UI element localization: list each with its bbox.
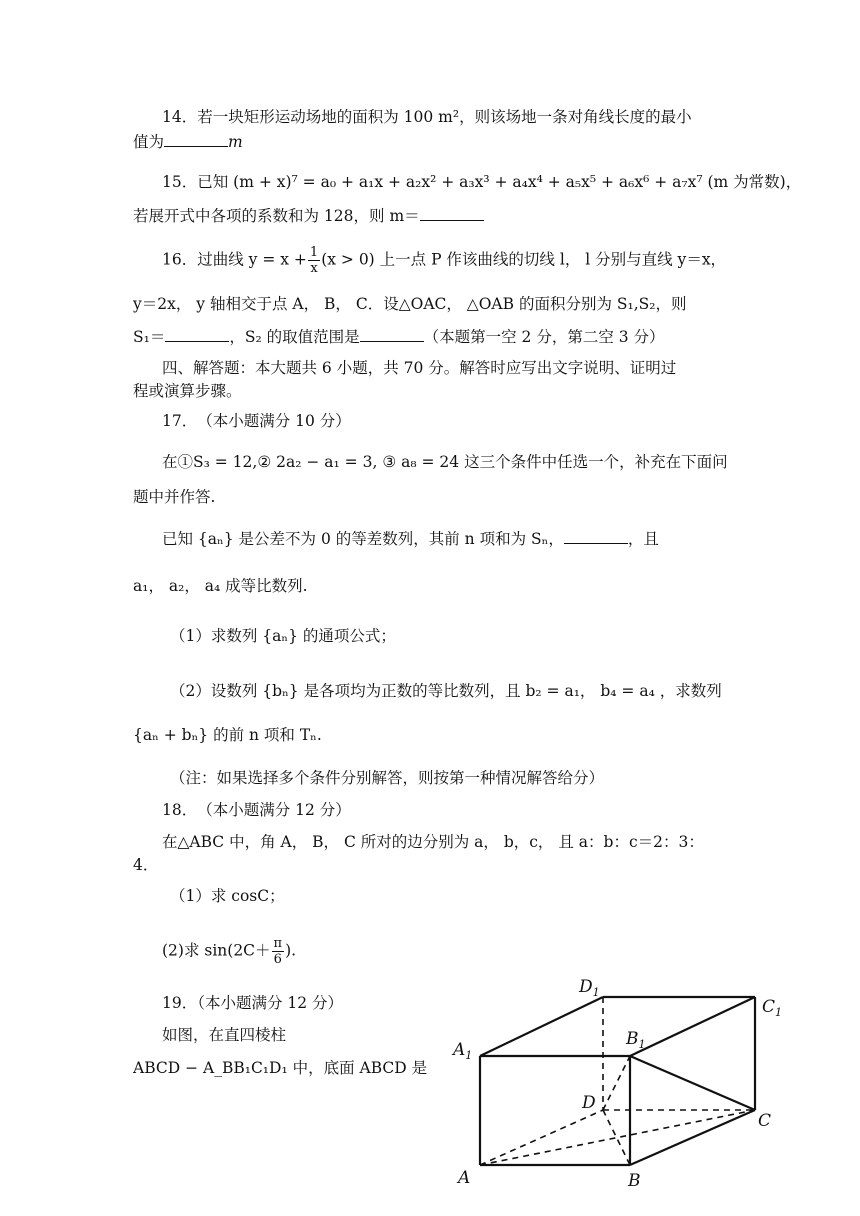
q15-answer-blank[interactable]	[420, 206, 484, 221]
q14-line1: 14．若一块矩形运动场地的面积为 100 m²，则该场地一条对角线长度的最小	[162, 108, 692, 126]
section4-line1: 四、解答题：本大题共 6 小题，共 70 分。解答时应写出文字说明、证明过	[162, 359, 677, 377]
q17-condition-blank[interactable]	[564, 529, 628, 544]
edge-ac	[480, 1110, 755, 1165]
q16-s2: ，S₂ 的取值范围是	[229, 328, 360, 346]
q19-line1: 如图，在直四棱柱	[162, 1026, 287, 1044]
q18-frac-num: π	[273, 936, 283, 951]
q16-blank-2[interactable]	[360, 327, 424, 342]
q18-header: 18． （本小题满分 12 分）	[162, 801, 351, 819]
q14-answer-blank[interactable]	[164, 132, 228, 147]
q18-part1: （1）求 cosC；	[170, 887, 285, 905]
q14-prefix: 值为	[133, 133, 165, 151]
q16-prefix: 16．过曲线 y = x +	[162, 250, 307, 269]
label-c: C	[758, 1111, 772, 1131]
q18-part2-suffix: ).	[285, 941, 297, 960]
edge-b1c	[630, 1056, 755, 1110]
q18-part2-prefix: (2)求 sin(2C＋	[162, 941, 271, 960]
q14-line2	[133, 131, 243, 153]
label-b: B	[628, 1171, 641, 1191]
q17-part2-line2: {aₙ + bₙ} 的前 n 项和 Tₙ.	[133, 726, 322, 744]
q14-unit: m	[228, 133, 243, 151]
q17-header: 17． （本小题满分 10 分）	[162, 412, 351, 430]
q17-cond-line1: 在①S₃ = 12,② 2a₂ − a₁ = 3, ③ a₈ = 24 这三个条件中任选一个，补充在下面问	[162, 453, 728, 471]
q18-part2	[162, 936, 296, 967]
q17-part2-line1: （2）设数列 {bₙ} 是各项均为正数的等比数列，且 b₂ = a₁， b₄ = a₄ ，求数列	[170, 682, 722, 700]
q16-line1	[162, 245, 726, 276]
q17-note: （注：如果选择多个条件分别解答，则按第一种情况解答给分）	[170, 769, 605, 787]
prism-figure	[450, 970, 790, 1195]
edge-bc	[630, 1110, 755, 1165]
q16-suffix: (x > 0) 上一点 P 作该曲线的切线 l， l 分别与直线 y＝x，	[321, 250, 727, 269]
label-a1: $A_1$	[453, 1040, 473, 1062]
q16-frac-den: x	[310, 261, 318, 276]
q18-line2: 4．	[133, 856, 159, 874]
edge-db1	[603, 1056, 630, 1110]
q17-given-line2: a₁， a₂， a₄ 成等比数列.	[133, 577, 308, 595]
q16-line3	[133, 326, 665, 348]
q16-s1: S₁＝	[133, 328, 166, 346]
label-d: D	[582, 1093, 596, 1113]
q15-line2	[133, 205, 484, 227]
q16-fraction	[308, 245, 320, 276]
label-a: A	[458, 1168, 471, 1188]
q17-cond-line2: 题中并作答.	[133, 488, 216, 506]
q18-fraction	[272, 936, 285, 967]
q15-prefix: 若展开式中各项的系数和为 128，则 m＝	[133, 207, 420, 225]
edge-a1d1	[480, 997, 603, 1056]
q17-given-prefix: 已知 {aₙ} 是公差不为 0 的等差数列，其前 n 项和为 Sₙ，	[162, 530, 564, 548]
q16-score: （本题第一空 2 分，第二空 3 分）	[423, 328, 665, 346]
q19-header: 19．（本小题满分 12 分）	[162, 994, 344, 1012]
q16-line2: y＝2x， y 轴相交于点 A， B， C．设△OAC， △OAB 的面积分别为 S₁,S₂，则	[133, 295, 687, 313]
label-d1: $D_1$	[579, 977, 600, 999]
q18-frac-den: 6	[273, 952, 282, 967]
q19-line2: ABCD − A_BB₁C₁D₁ 中，底面 ABCD 是	[133, 1059, 428, 1077]
q15-line1: 15．已知 (m + x)⁷ = a₀ + a₁x + a₂x² + a₃x³ + a₄x⁴ + a₅x⁵ + a₆x⁶ + a₇x⁷ (m 为常数)，	[162, 173, 802, 191]
q16-blank-1[interactable]	[165, 327, 229, 342]
section4-line2: 程或演算步骤。	[133, 382, 242, 400]
label-c1: $C_1$	[762, 997, 783, 1019]
q17-given-suffix: ，且	[627, 530, 659, 548]
edge-b1c1	[630, 997, 755, 1056]
edge-db	[603, 1110, 630, 1165]
q16-frac-num: 1	[309, 245, 319, 260]
q17-given	[162, 528, 659, 550]
prism-hidden-edges	[480, 997, 755, 1165]
q18-line1: 在△ABC 中，角 A， B， C 所对的边分别为 a， b，c， 且 a：b：c＝2：3：	[162, 833, 704, 851]
q17-part1: （1）求数列 {aₙ} 的通项公式；	[170, 627, 396, 645]
label-b1: $B_1$	[626, 1029, 646, 1051]
edge-ad	[480, 1110, 603, 1165]
